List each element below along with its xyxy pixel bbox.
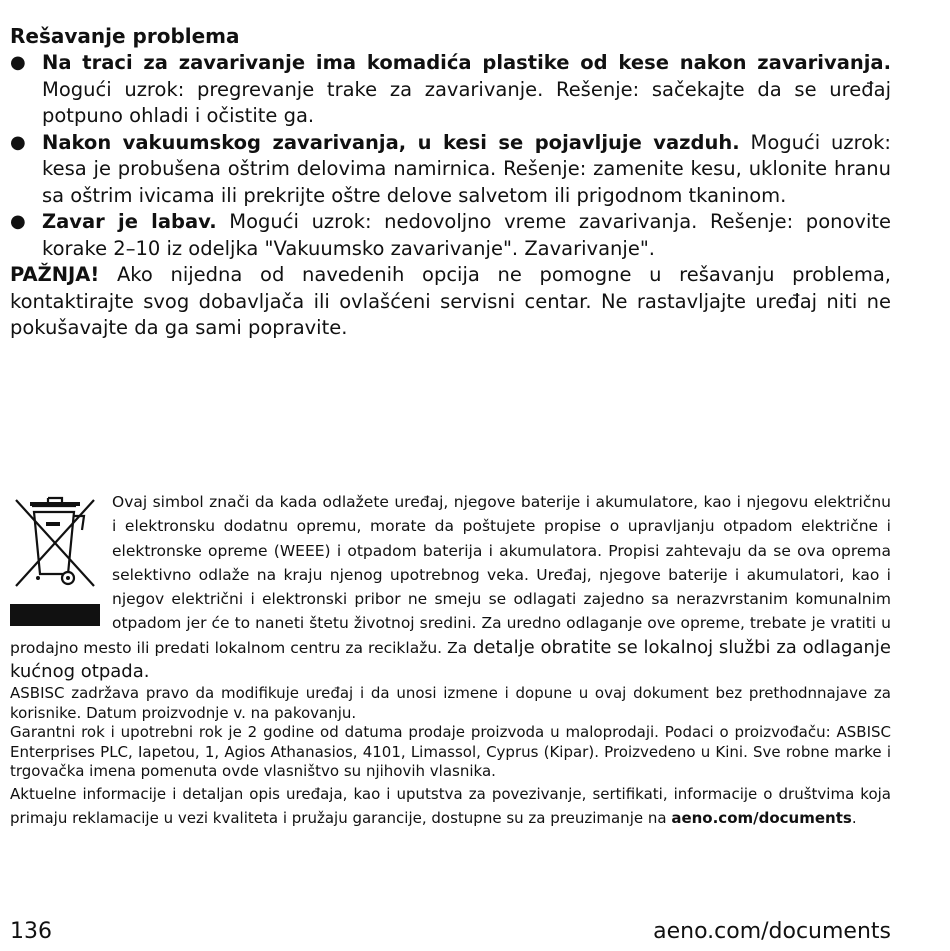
weee-text xyxy=(10,490,891,684)
troubleshooting-section xyxy=(10,22,891,342)
section-title: Rešavanje problema xyxy=(10,24,240,48)
documents-link[interactable]: aeno.com/documents xyxy=(671,808,852,827)
problem-text: Mogući uzrok: pregrevanje trake za zavarivanje. Rešenje: sačekajte da se uređaj potpuno ohladi i očistite ga. xyxy=(42,77,891,127)
crossed-out-wheelie-bin-icon xyxy=(10,490,100,632)
footer-url[interactable]: aeno.com/documents xyxy=(653,919,891,944)
list-item xyxy=(10,130,891,210)
warning-paragraph xyxy=(10,262,891,342)
warning-text: Ako nijedna od navedenih opcija ne pomogne u rešavanju problema, kontaktirajte svog dobavljača ili ovlašćeni servisni centar. Ne rastavljajte uređaj niti ne pokušavajte da ga sami popravite. xyxy=(10,263,891,339)
problem-text: Mogući uzrok: kesa je probušena oštrim delovima namirnica. Rešenje: zamenite kesu, uklonite hranu sa oštrim ivicama ili prekrijte oštre delove salvetom ili prigodnom tkaninom. xyxy=(42,130,891,207)
rights-notice: ASBISC zadržava pravo da modifikuje uređaj i da unosi izmene i dopune u ovaj dokument bez prethodnnajave za korisnike. Datum proizvodnje v. na pakovanju. xyxy=(10,684,891,722)
problem-list xyxy=(10,50,891,262)
documents-info-end: . xyxy=(851,808,857,827)
bullet-icon: ● xyxy=(10,52,26,73)
problem-title: Na traci za zavarivanje ima komadića plastike od kese nakon zavarivanja. xyxy=(42,51,891,74)
problem-text: Mogući uzrok: nedovoljno vreme zavarivanja. Rešenje: ponovite korake 2–10 iz odeljka "Vakuumsko zavarivanje". Zavarivanje". xyxy=(42,210,892,260)
weee-notice xyxy=(10,490,891,830)
list-item xyxy=(10,209,891,262)
page-number: 136 xyxy=(10,919,52,944)
list-item xyxy=(10,50,891,130)
documents-info-text: Aktuelne informacije i detaljan opis uređaja, kao i uputstva za povezivanje, sertifikati, informacije o društvima koja primaju reklamacije u vezi kvaliteta i pružaju garancije, dostupne su za preuzimanje na xyxy=(10,784,891,827)
problem-title: Nakon vakuumskog zavarivanja, u kesi se pojavljuje vazduh. xyxy=(42,130,740,154)
bullet-icon: ● xyxy=(10,211,26,232)
warranty-notice: Garantni rok i upotrebni rok je 2 godine od datuma prodaje proizvoda u maloprodaji. Podaci o proizvođaču: ASBISC Enterprises PLC, Iapetou, 1, Agios Athanasios, 4101, Limassol, Cyprus (Kipar). Proizvedeno u Kini. Sve robne marke i trgovačka imena pomenuta ovde vlasništvo su njihovih vlasnika. xyxy=(10,723,891,781)
warning-label: PAŽNJA! xyxy=(10,263,100,286)
weee-text-large: detalje obratite se lokalnoj službi za odlaganje kućnog otpada. xyxy=(10,636,892,683)
problem-title: Zavar je labav. xyxy=(42,210,217,233)
weee-text-small: Ovaj simbol znači da kada odlažete uređaj, njegove baterije i akumulatore, kao i njegovu električnu i elektronsku dodatnu opremu, morate da poštujete propise o upravljanju otpadom električne i elektronske opreme (WEEE) i otpadom baterija i akumulatora. Propisi zahtevaju da se ova oprema selektivno odlaže na kraju njenog upotrebnog veka. Uređaj, njegove baterije i akumulatori, kao i njegov električni i elektronski pribor ne smeju se odlagati zajedno sa nerazvrstanim komunalnim otpadom jer će to naneti štetu životnoj sredini. Za uredno odlaganje ove opreme, trebate je vratiti u prodajno mesto ili predati lokalnom centru za reciklažu. Za xyxy=(10,493,891,657)
page-footer xyxy=(10,917,891,947)
bullet-icon: ● xyxy=(10,131,26,153)
documents-info xyxy=(10,782,891,830)
